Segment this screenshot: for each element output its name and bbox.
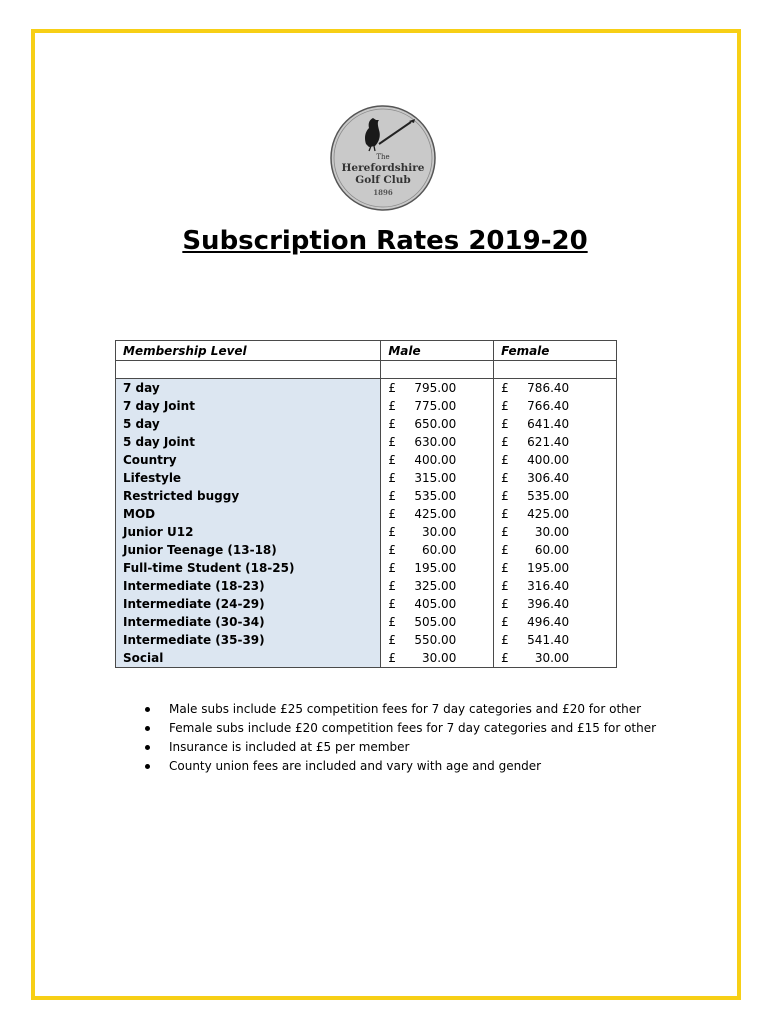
- page-title: Subscription Rates 2019-20: [182, 226, 588, 256]
- female-rate-cell: [494, 379, 617, 398]
- currency-symbol: £: [388, 633, 396, 647]
- currency-symbol: £: [388, 489, 396, 503]
- membership-level-cell: MOD: [116, 505, 381, 523]
- membership-level-cell: Lifestyle: [116, 469, 381, 487]
- currency-symbol: £: [501, 381, 509, 395]
- membership-level-cell: Restricted buggy: [116, 487, 381, 505]
- male-rate-cell: [381, 433, 494, 451]
- male-rate-cell: [381, 379, 494, 398]
- currency-symbol: £: [501, 579, 509, 593]
- female-rate-value: 496.40: [527, 615, 570, 629]
- currency-symbol: £: [388, 525, 396, 539]
- female-rate-value: 535.00: [527, 489, 570, 503]
- male-rate-value: 505.00: [414, 615, 457, 629]
- currency-symbol: £: [501, 435, 509, 449]
- membership-level-cell: Intermediate (18-23): [116, 577, 381, 595]
- male-rate-value: 405.00: [414, 597, 457, 611]
- female-rate-cell: [494, 487, 617, 505]
- membership-level-cell: Junior Teenage (13-18): [116, 541, 381, 559]
- logo-line1: The: [376, 153, 390, 161]
- currency-symbol: £: [501, 561, 509, 575]
- female-rate-cell: [494, 613, 617, 631]
- male-rate-cell: [381, 649, 494, 668]
- currency-symbol: £: [388, 417, 396, 431]
- table-row: [116, 577, 617, 595]
- membership-level-cell: 5 day: [116, 415, 381, 433]
- male-rate-cell: [381, 595, 494, 613]
- note-text: Male subs include £25 competition fees for 7 day categories and £20 for other: [169, 702, 642, 716]
- membership-level-cell: Intermediate (30-34): [116, 613, 381, 631]
- membership-level-cell: Social: [116, 649, 381, 668]
- header-male: Male: [381, 341, 494, 361]
- currency-symbol: £: [501, 471, 509, 485]
- currency-symbol: £: [388, 579, 396, 593]
- note-item: [145, 700, 656, 719]
- male-rate-cell: [381, 541, 494, 559]
- table-row: [116, 541, 617, 559]
- currency-symbol: £: [388, 561, 396, 575]
- currency-symbol: £: [388, 435, 396, 449]
- currency-symbol: £: [388, 471, 396, 485]
- bullet-icon: [145, 726, 150, 731]
- female-rate-value: 641.40: [527, 417, 570, 431]
- male-rate-cell: [381, 469, 494, 487]
- rates-table: [115, 340, 617, 668]
- male-rate-cell: [381, 613, 494, 631]
- currency-symbol: £: [501, 615, 509, 629]
- female-rate-value: 786.40: [527, 381, 570, 395]
- table-row: [116, 595, 617, 613]
- currency-symbol: £: [501, 507, 509, 521]
- female-rate-cell: [494, 577, 617, 595]
- currency-symbol: £: [388, 453, 396, 467]
- table-row: [116, 523, 617, 541]
- female-rate-cell: [494, 415, 617, 433]
- table-row: [116, 613, 617, 631]
- membership-level-cell: 7 day: [116, 379, 381, 398]
- currency-symbol: £: [501, 453, 509, 467]
- male-rate-cell: [381, 415, 494, 433]
- table-header-row: [116, 341, 617, 361]
- female-rate-cell: [494, 505, 617, 523]
- male-rate-cell: [381, 559, 494, 577]
- male-rate-cell: [381, 487, 494, 505]
- membership-level-cell: Country: [116, 451, 381, 469]
- note-item: [145, 757, 656, 776]
- male-rate-value: 315.00: [414, 471, 457, 485]
- female-rate-value: 396.40: [527, 597, 570, 611]
- currency-symbol: £: [501, 651, 509, 665]
- female-rate-value: 400.00: [527, 453, 570, 467]
- female-rate-value: 621.40: [527, 435, 570, 449]
- header-membership-level: Membership Level: [116, 341, 381, 361]
- female-rate-cell: [494, 631, 617, 649]
- table-row: [116, 505, 617, 523]
- currency-symbol: £: [501, 525, 509, 539]
- male-rate-cell: [381, 631, 494, 649]
- female-rate-cell: [494, 397, 617, 415]
- currency-symbol: £: [501, 399, 509, 413]
- male-rate-value: 400.00: [414, 453, 457, 467]
- table-row: [116, 649, 617, 668]
- currency-symbol: £: [388, 615, 396, 629]
- female-rate-value: 766.40: [527, 399, 570, 413]
- male-rate-cell: [381, 523, 494, 541]
- membership-level-cell: 5 day Joint: [116, 433, 381, 451]
- male-rate-value: 535.00: [414, 489, 457, 503]
- currency-symbol: £: [388, 597, 396, 611]
- male-rate-cell: [381, 577, 494, 595]
- note-item: [145, 719, 656, 738]
- blank-row: [116, 361, 617, 379]
- membership-level-cell: Full-time Student (18-25): [116, 559, 381, 577]
- note-text: Female subs include £20 competition fees for 7 day categories and £15 for other: [169, 721, 657, 735]
- female-rate-cell: [494, 541, 617, 559]
- female-rate-cell: [494, 649, 617, 668]
- note-item: [145, 738, 656, 757]
- male-rate-value: 30.00: [421, 651, 457, 665]
- female-rate-cell: [494, 559, 617, 577]
- female-rate-value: 425.00: [527, 507, 570, 521]
- table-row: [116, 469, 617, 487]
- female-rate-cell: [494, 451, 617, 469]
- male-rate-cell: [381, 397, 494, 415]
- male-rate-value: 30.00: [421, 525, 457, 539]
- currency-symbol: £: [501, 543, 509, 557]
- male-rate-value: 425.00: [414, 507, 457, 521]
- membership-level-cell: Junior U12: [116, 523, 381, 541]
- header-female: Female: [494, 341, 617, 361]
- male-rate-cell: [381, 505, 494, 523]
- female-rate-value: 306.40: [527, 471, 570, 485]
- male-rate-value: 650.00: [414, 417, 457, 431]
- female-rate-value: 30.00: [534, 651, 570, 665]
- bullet-icon: [145, 745, 150, 750]
- bullet-icon: [145, 707, 150, 712]
- male-rate-value: 630.00: [414, 435, 457, 449]
- male-rate-value: 550.00: [414, 633, 457, 647]
- male-rate-value: 60.00: [421, 543, 457, 557]
- female-rate-value: 316.40: [527, 579, 570, 593]
- male-rate-value: 795.00: [414, 381, 457, 395]
- note-text: Insurance is included at £5 per member: [169, 740, 410, 754]
- bullet-icon: [145, 764, 150, 769]
- note-text: County union fees are included and vary with age and gender: [169, 759, 542, 773]
- logo-line3: Golf Club: [355, 174, 411, 186]
- table-row: [116, 379, 617, 398]
- female-rate-cell: [494, 523, 617, 541]
- table-row: [116, 631, 617, 649]
- golf-club-logo: [329, 104, 437, 212]
- currency-symbol: £: [501, 489, 509, 503]
- logo-year: 1896: [373, 188, 393, 197]
- male-rate-value: 325.00: [414, 579, 457, 593]
- female-rate-value: 195.00: [527, 561, 570, 575]
- membership-level-cell: 7 day Joint: [116, 397, 381, 415]
- male-rate-cell: [381, 451, 494, 469]
- currency-symbol: £: [388, 651, 396, 665]
- male-rate-value: 195.00: [414, 561, 457, 575]
- male-rate-value: 775.00: [414, 399, 457, 413]
- currency-symbol: £: [388, 399, 396, 413]
- table-row: [116, 487, 617, 505]
- table-row: [116, 415, 617, 433]
- table-row: [116, 397, 617, 415]
- currency-symbol: £: [501, 597, 509, 611]
- female-rate-cell: [494, 469, 617, 487]
- logo-line2: Herefordshire: [341, 162, 425, 174]
- female-rate-value: 30.00: [534, 525, 570, 539]
- table-row: [116, 559, 617, 577]
- currency-symbol: £: [388, 543, 396, 557]
- female-rate-cell: [494, 433, 617, 451]
- membership-level-cell: Intermediate (24-29): [116, 595, 381, 613]
- table-row: [116, 433, 617, 451]
- currency-symbol: £: [388, 507, 396, 521]
- currency-symbol: £: [501, 417, 509, 431]
- currency-symbol: £: [388, 381, 396, 395]
- female-rate-value: 60.00: [534, 543, 570, 557]
- membership-level-cell: Intermediate (35-39): [116, 631, 381, 649]
- female-rate-cell: [494, 595, 617, 613]
- table-row: [116, 451, 617, 469]
- female-rate-value: 541.40: [527, 633, 570, 647]
- notes-list: [145, 700, 656, 776]
- currency-symbol: £: [501, 633, 509, 647]
